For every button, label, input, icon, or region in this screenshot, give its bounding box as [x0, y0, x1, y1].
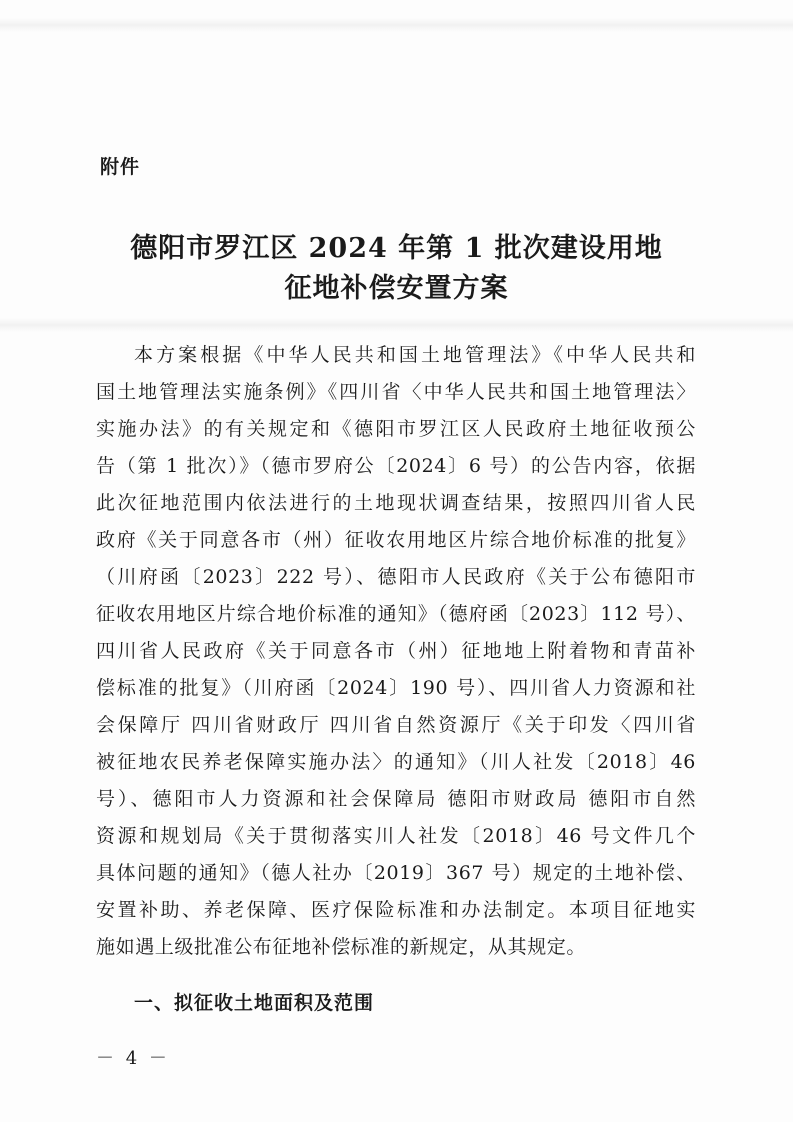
paragraph-line: 征收农用地区片综合地价标准的通知》（德府函〔2023〕112 号）、 — [96, 603, 696, 625]
attachment-label: 附件 — [100, 156, 141, 178]
paragraph-line: 此次征地范围内依法进行的土地现状调查结果，按照四川省人民 — [96, 492, 696, 514]
paragraph-line: 号）、德阳市人力资源和社会保障局 德阳市财政局 德阳市自然 — [96, 788, 696, 810]
paragraph-line: 本方案根据《中华人民共和国土地管理法》《中华人民共和 — [134, 344, 696, 366]
scan-artifact — [0, 18, 793, 32]
paragraph-line: （川府函〔2023〕222 号）、德阳市人民政府《关于公布德阳市 — [96, 566, 696, 588]
paragraph-line: 安置补助、养老保障、医疗保险标准和办法制定。本项目征地实 — [96, 899, 696, 921]
scan-artifact — [0, 318, 793, 332]
paragraph-line: 会保障厅 四川省财政厅 四川省自然资源厅《关于印发〈四川省 — [96, 714, 696, 736]
paragraph-line: 四川省人民政府《关于同意各市（州）征地地上附着物和青苗补 — [96, 640, 696, 662]
paragraph-line: 国土地管理法实施条例》《四川省〈中华人民共和国土地管理法〉 — [96, 381, 696, 403]
paragraph-line: 政府《关于同意各市（州）征收农用地区片综合地价标准的批复》 — [96, 529, 696, 551]
document-title-line-1: 德阳市罗江区 2024 年第 1 批次建设用地 — [130, 233, 663, 264]
document-title-line-2: 征地补偿安置方案 — [284, 273, 509, 304]
paragraph-line: 资源和规划局《关于贯彻落实川人社发〔2018〕46 号文件几个 — [96, 825, 696, 847]
paragraph-line: 具体问题的通知》（德人社办〔2019〕367 号）规定的土地补偿、 — [96, 862, 696, 884]
paragraph-line: 告（第 1 批次）》（德市罗府公〔2024〕6 号）的公告内容，依据 — [96, 455, 696, 477]
page-number: － 4 － — [96, 1048, 170, 1069]
paragraph-line: 偿标准的批复》（川府函〔2024〕190 号）、四川省人力资源和社 — [96, 677, 696, 699]
paragraph-line: 被征地农民养老保障实施办法〉的通知》（川人社发〔2018〕46 — [96, 751, 696, 773]
paragraph-line: 施如遇上级批准公布征地补偿标准的新规定，从其规定。 — [96, 936, 587, 958]
section-heading: 一、拟征收土地面积及范围 — [134, 992, 375, 1014]
paragraph-line: 实施办法》的有关规定和《德阳市罗江区人民政府土地征收预公 — [96, 418, 696, 440]
